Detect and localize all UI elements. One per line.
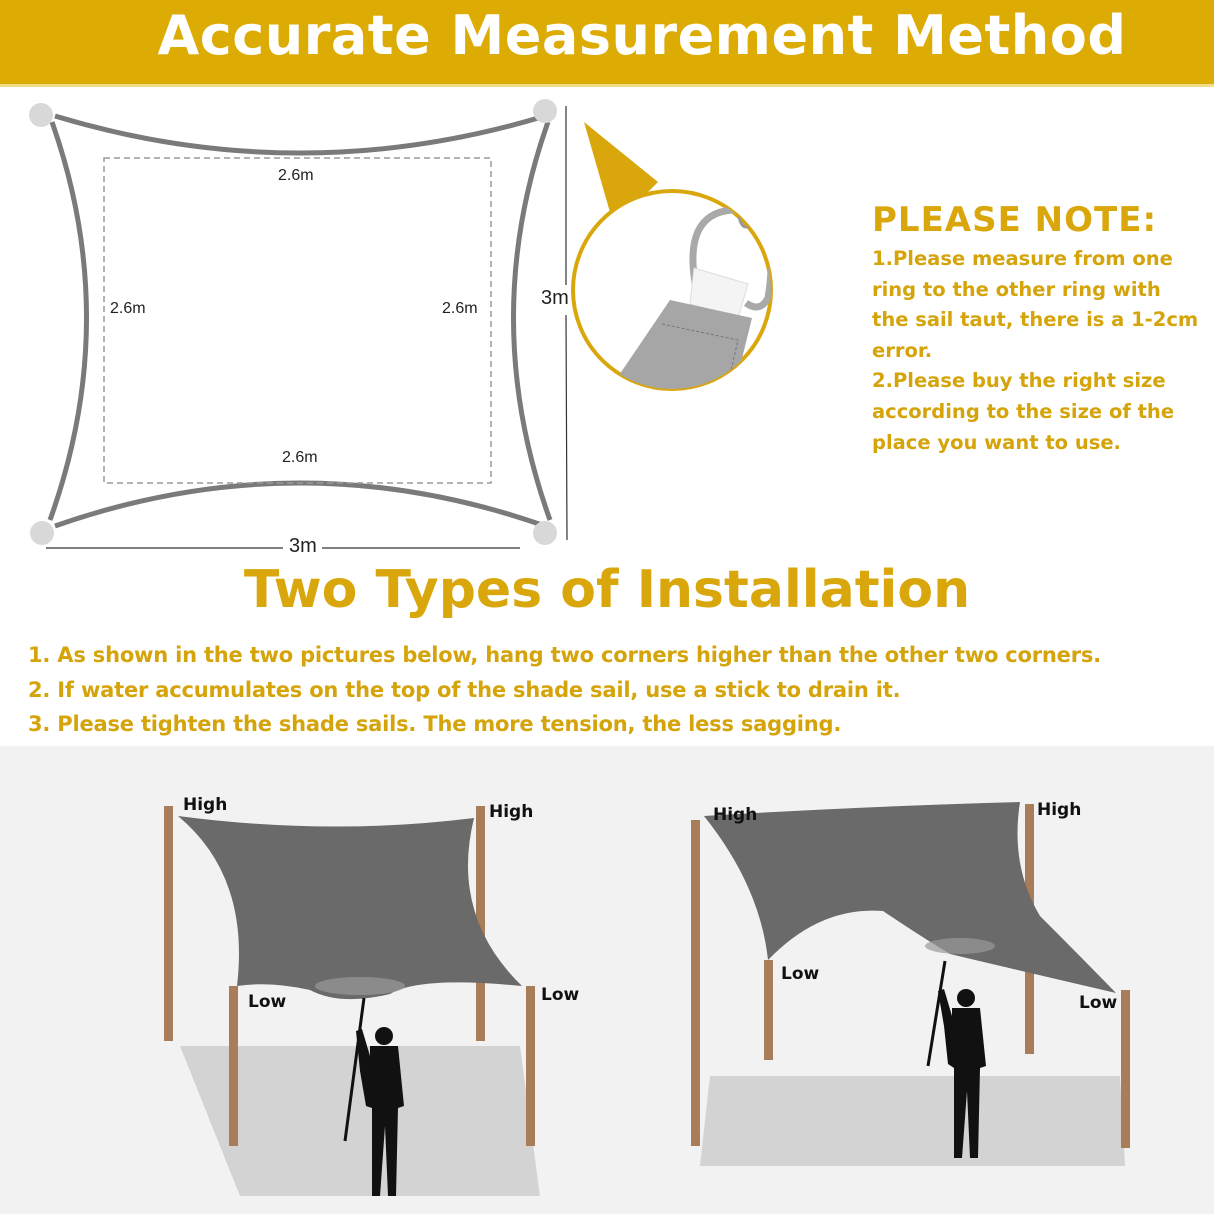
note-line: the sail taut, there is a 1-2cm [872, 308, 1199, 332]
label-low: Low [781, 964, 820, 984]
label-high: High [489, 802, 534, 822]
label-high: High [713, 805, 758, 825]
note-line: place you want to use. [872, 430, 1121, 454]
please-note-section [872, 200, 1202, 458]
page-title: Accurate Measurement Method [157, 4, 1127, 67]
label-low: Low [1079, 993, 1118, 1013]
d-ring-closeup-icon [570, 118, 780, 438]
label-high: High [1037, 800, 1082, 820]
note-line: error. [872, 338, 933, 362]
header-banner [0, 0, 1214, 87]
inner-left-label: 2.6m [110, 300, 146, 317]
installation-step: 3. Please tighten the shade sails. The more tension, the less sagging. [28, 712, 842, 736]
installation-title: Two Types of Installation [243, 560, 971, 620]
installation-type-2-icon [0, 746, 1214, 1214]
installation-illustrations [0, 746, 1214, 1214]
label-low: Low [248, 992, 287, 1012]
installation-steps [28, 638, 1101, 742]
shade-sail-outline-icon [0, 88, 600, 558]
installation-step: 1. As shown in the two pictures below, hang two corners higher than the other two corners. [28, 643, 1101, 667]
note-line: ring to the other ring with [872, 277, 1161, 301]
inner-bottom-label: 2.6m [282, 449, 318, 466]
note-line: according to the size of the [872, 399, 1175, 423]
note-line: 2.Please buy the right size [872, 369, 1166, 393]
outer-height-label: 3m [541, 287, 569, 309]
please-note-title: PLEASE NOTE: [872, 200, 1158, 240]
note-line: 1.Please measure from one [872, 247, 1173, 270]
inner-right-label: 2.6m [442, 300, 478, 317]
installation-step: 2. If water accumulates on the top of the shade sail, use a stick to drain it. [28, 677, 901, 702]
label-high: High [183, 795, 228, 815]
outer-width-label: 3m [289, 535, 317, 557]
label-low: Low [541, 985, 580, 1005]
inner-top-label: 2.6m [278, 167, 314, 184]
